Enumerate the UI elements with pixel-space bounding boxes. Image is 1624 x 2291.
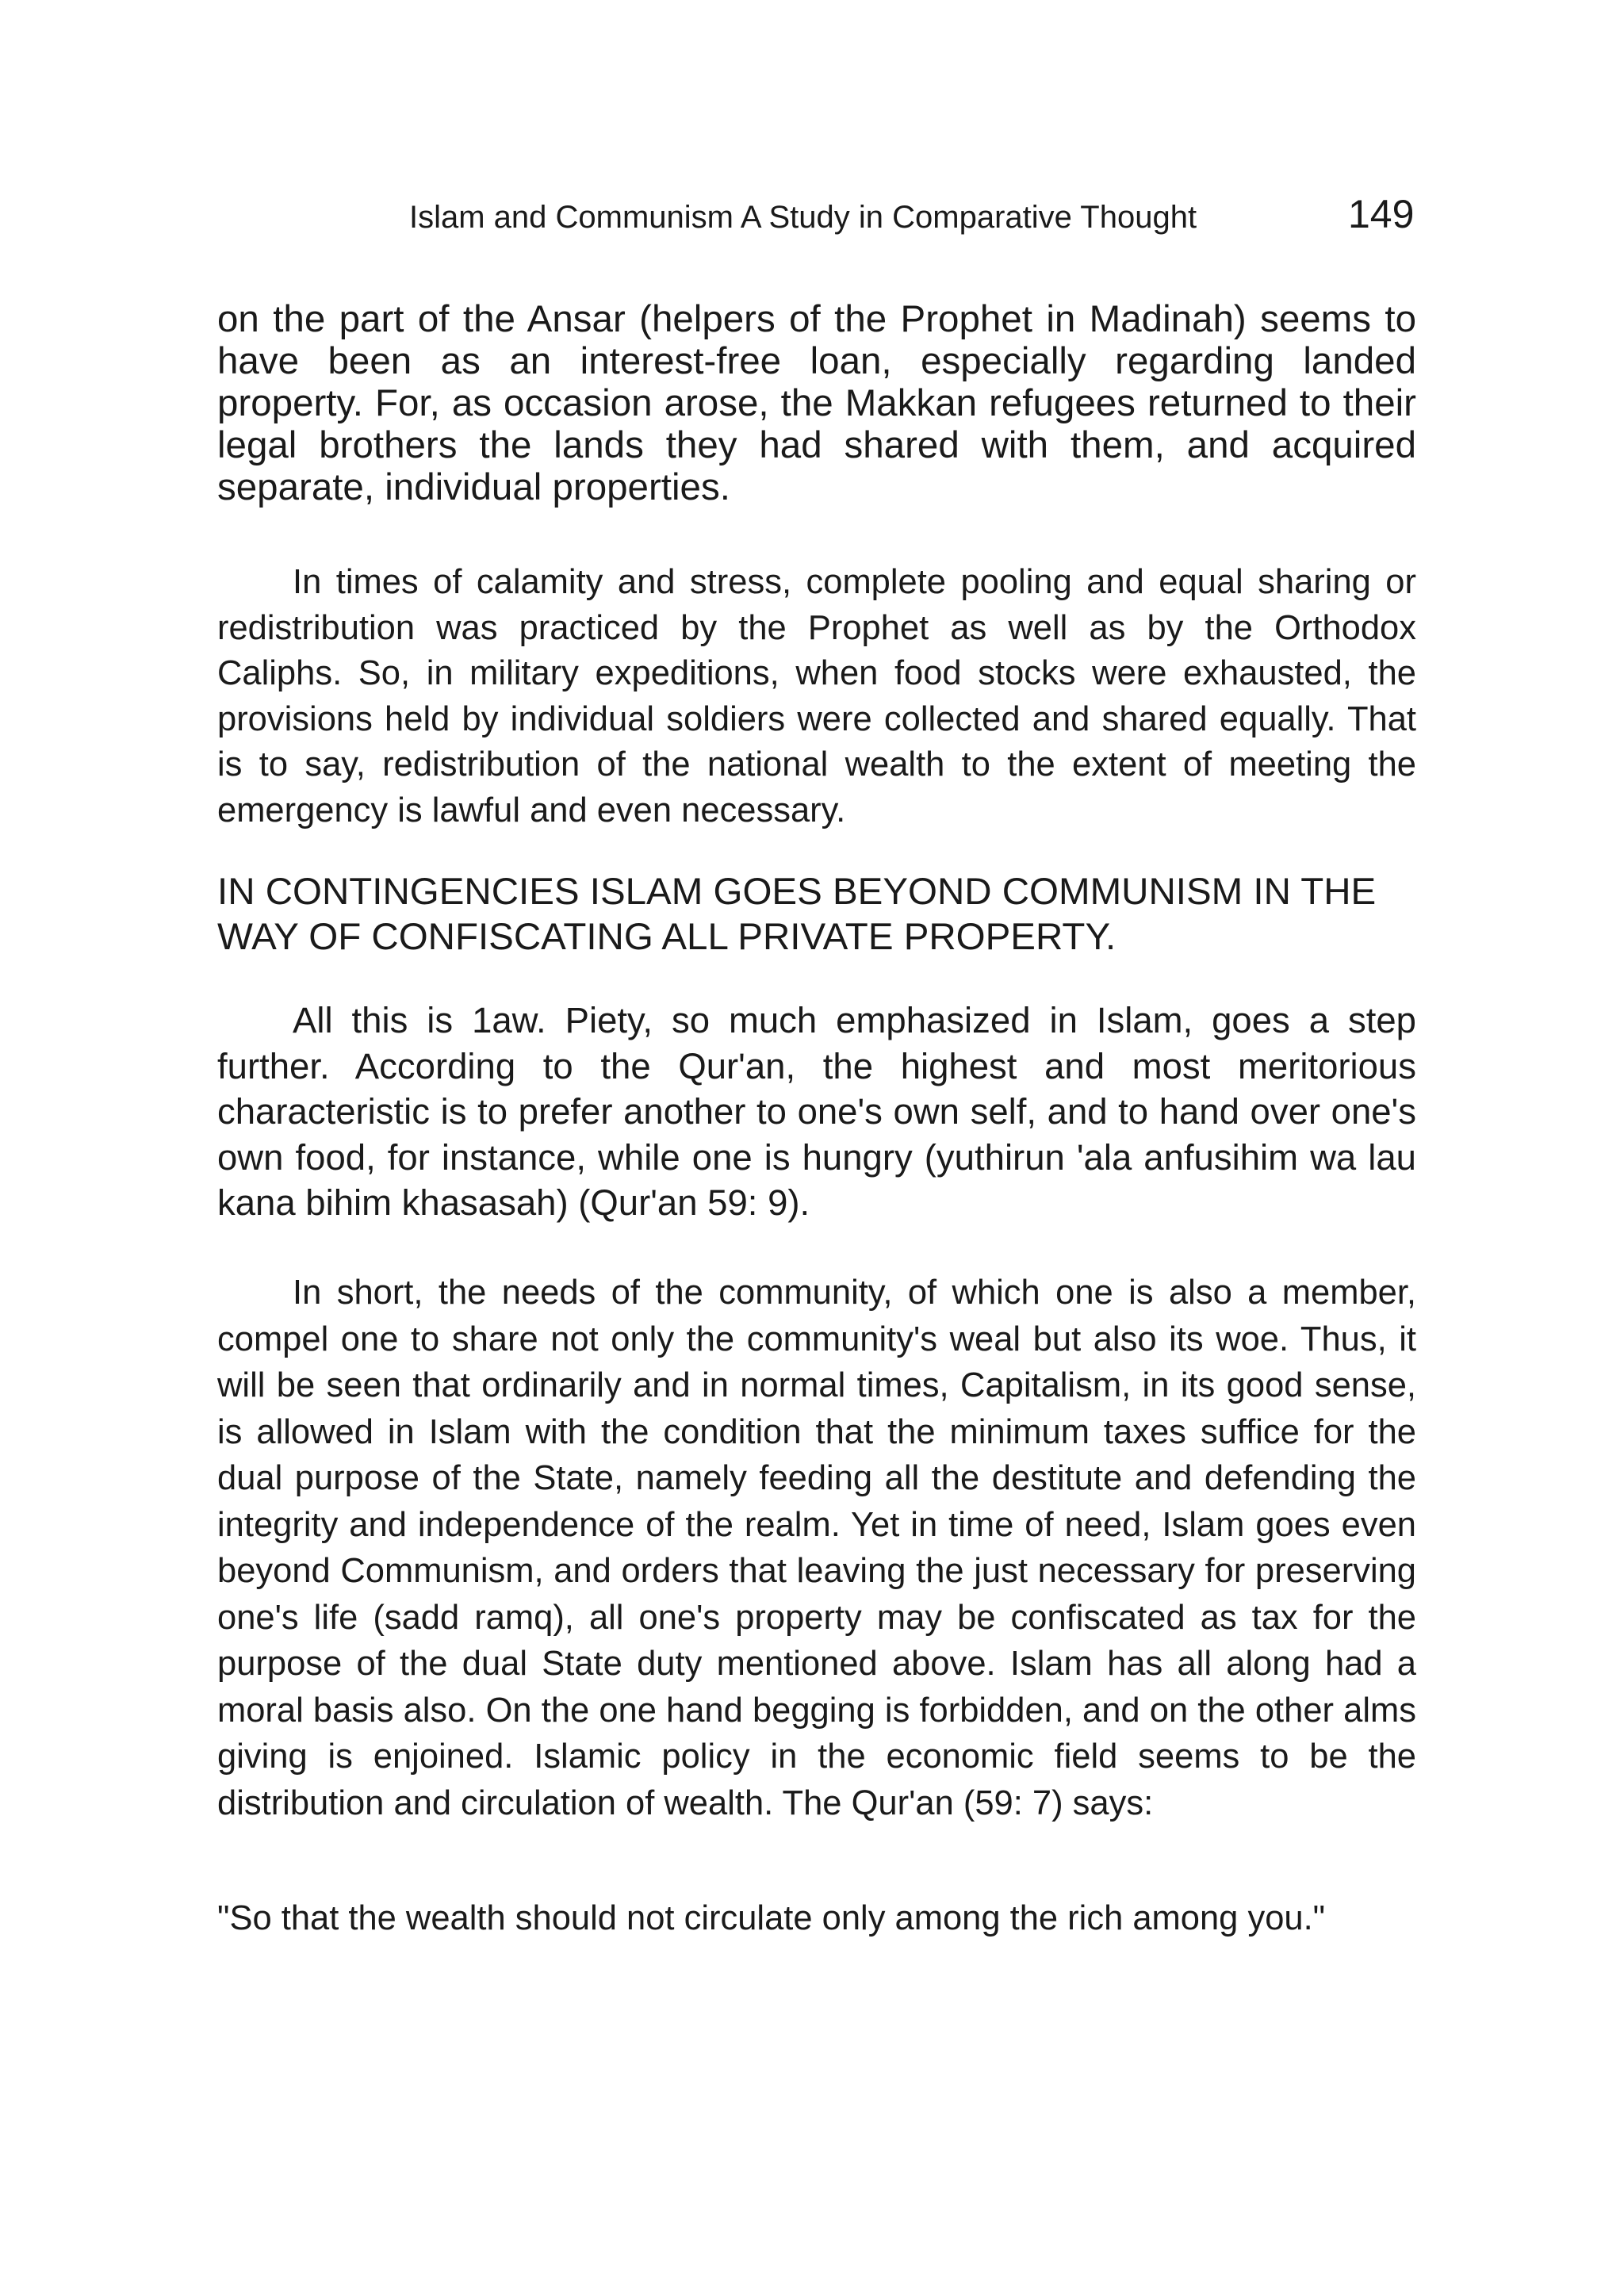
paragraph-piety: All this is 1aw. Piety, so much emphasized in Islam, goes a step further. According to the Qur'an, the highest and most meritorious characteristic is to prefer another to one's own self, and to hand over one's own food, for instance, while one is hungry (yuthirun 'ala anfusihim wa lau kana bihim khasasah) (Qur'an 59: 9).: [217, 1000, 1416, 1223]
paragraph-calamity-sharing: In times of calamity and stress, complete pooling and equal sharing or redistribution was practiced by the Prophet as well as by the Orthodox Caliphs. So, in military expeditions, when food stocks were exhausted, the provisions held by individual soldiers were collected and shared equally. That is to say, redistribution of the national wealth to the extent of meeting the emergency is lawful and even necessary.: [217, 563, 1416, 829]
quran-quotation: "So that the wealth should not circulate only among the rich among you.": [217, 1899, 1326, 1937]
page-number: 149: [1348, 192, 1415, 236]
paragraph-continuation: on the part of the Ansar (helpers of the Prophet in Madinah) seems to have been as an interest-free loan, especially regarding landed property. For, as occasion arose, the Makkan refugees returned to their legal brothers the lands they had shared with them, and acquired separate, individual properties.: [217, 298, 1416, 508]
section-heading: IN CONTINGENCIES ISLAM GOES BEYOND COMMUNISM IN THE WAY OF CONFISCATING ALL PRIVATE PROPERTY.: [217, 871, 1377, 958]
paragraph-community-needs: In short, the needs of the community, of which one is also a member, compel one to share not only the community's weal but also its woe. Thus, it will be seen that ordinarily and in normal times, Capitalism, in its good sense, is allowed in Islam with the condition that the minimum taxes suffice for the dual purpose of the State, namely feeding all the destitute and defending the integrity and independence of the realm. Yet in time of need, Islam goes even beyond Communism, and orders that leaving the just necessary for preserving one's life (sadd ramq), all one's property may be confiscated as tax for the purpose of the dual State duty mentioned above. Islam has all along had a moral basis also. On the one hand begging is forbidden, and on the other alms giving is enjoined. Islamic policy in the economic field seems to be the distribution and circulation of wealth. The Qur'an (59: 7) says:: [217, 1274, 1416, 1822]
running-header-title: Islam and Communism A Study in Comparative Thought: [409, 200, 1197, 235]
